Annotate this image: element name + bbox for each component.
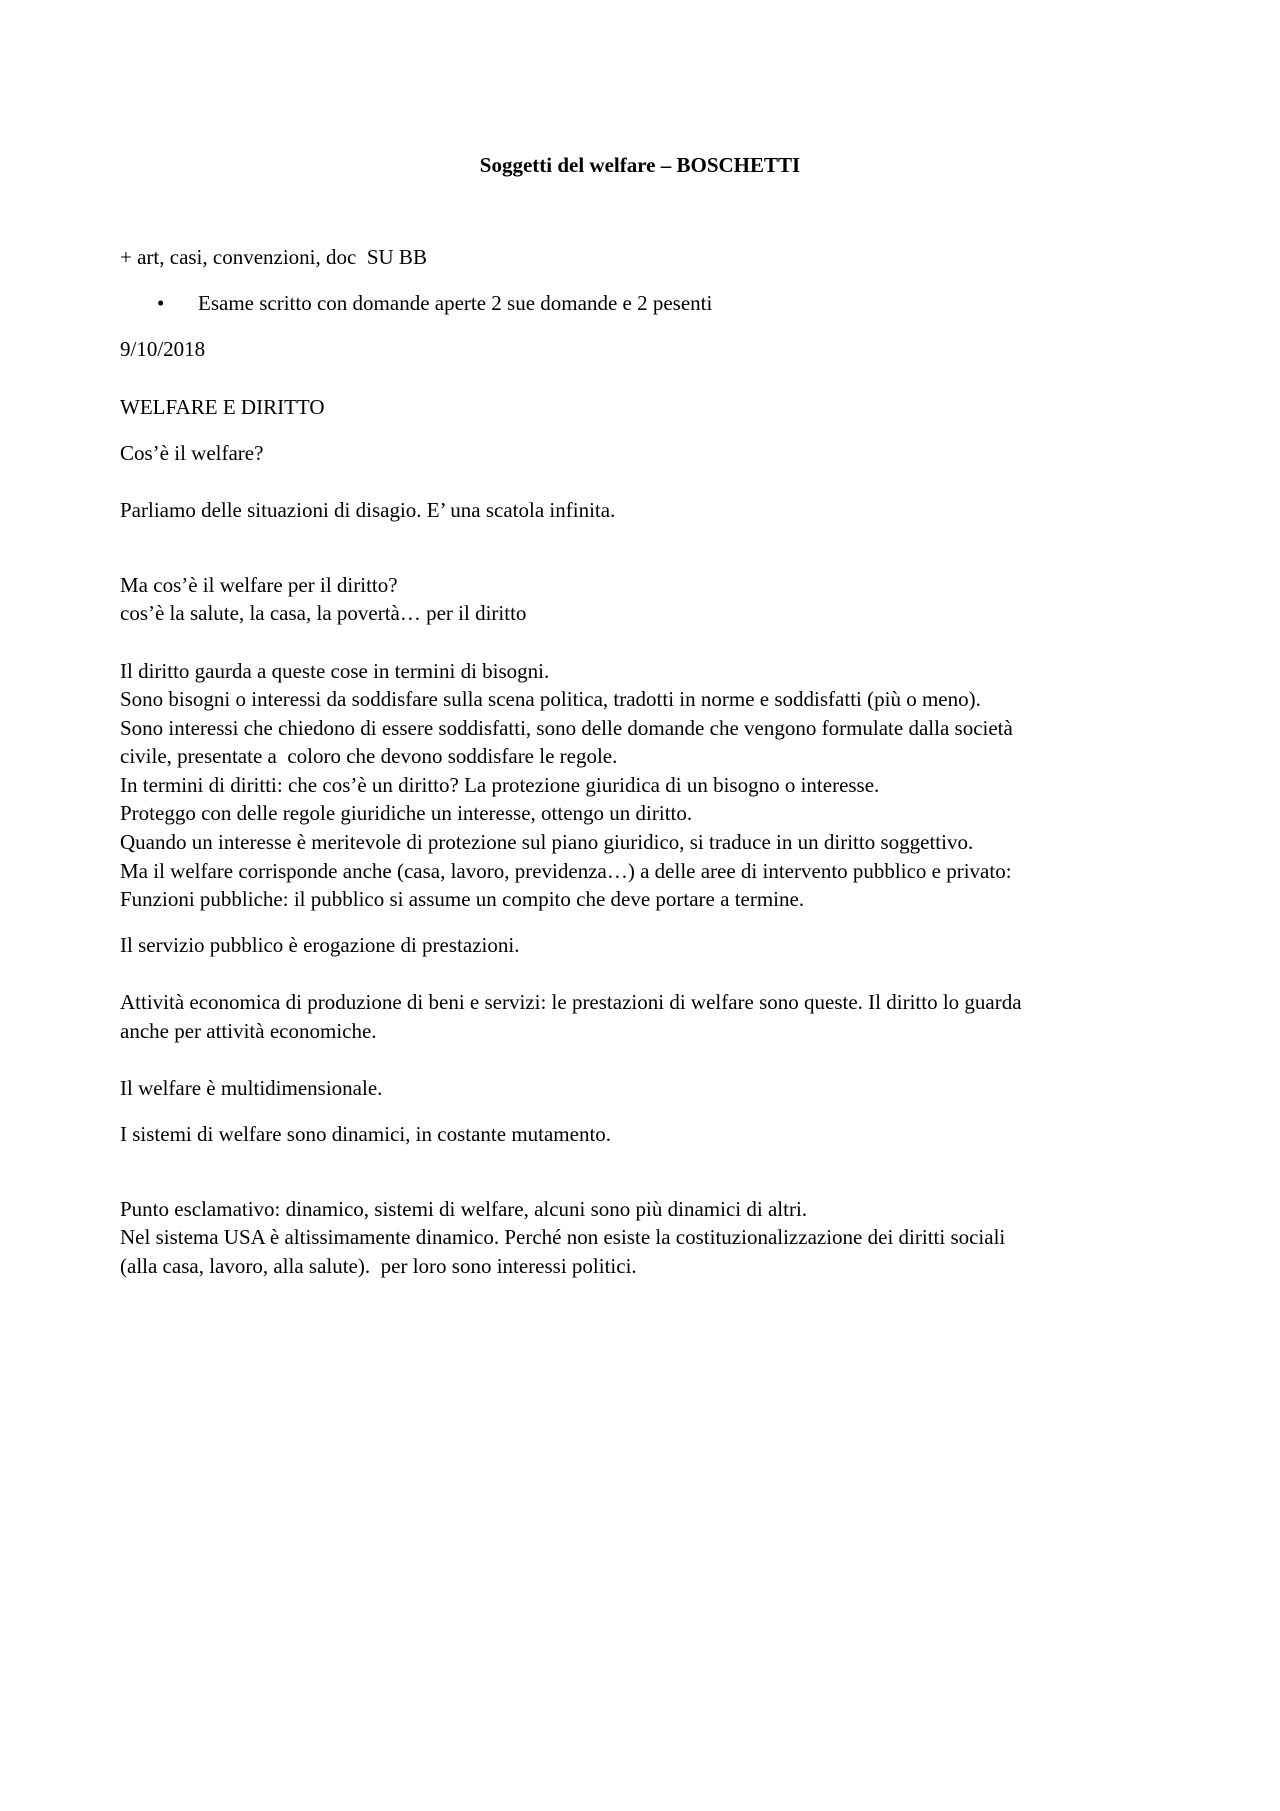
bullet-item: Esame scritto con domande aperte 2 sue domande e 2 pesenti — [198, 291, 713, 315]
paragraph-line: cos’è la salute, la casa, la povertà… per il diritto — [120, 601, 527, 625]
paragraph-line: Il diritto gaurda a queste cose in termini di bisogni. — [120, 659, 550, 683]
intro-line: + art, casi, convenzioni, doc SU BB — [120, 245, 427, 269]
section-heading: WELFARE E DIRITTO — [120, 395, 325, 419]
paragraph-line: Sono interessi che chiedono di essere soddisfatti, sono delle domande che vengono formulate dalla società — [120, 716, 1013, 740]
paragraph-line: Il servizio pubblico è erogazione di prestazioni. — [120, 933, 520, 957]
paragraph-line: Ma il welfare corrisponde anche (casa, lavoro, previdenza…) a delle aree di intervento pubblico e privato: — [120, 859, 1012, 883]
paragraph-line: I sistemi di welfare sono dinamici, in costante mutamento. — [120, 1122, 612, 1146]
paragraph-line: anche per attività economiche. — [120, 1019, 377, 1043]
paragraph-line: civile, presentate a coloro che devono soddisfare le regole. — [120, 744, 618, 768]
paragraph-line: Cos’è il welfare? — [120, 441, 264, 465]
paragraph-line: In termini di diritti: che cos’è un diritto? La protezione giuridica di un bisogno o interesse. — [120, 773, 880, 797]
paragraph-line: Punto esclamativo: dinamico, sistemi di welfare, alcuni sono più dinamici di altri. — [120, 1197, 808, 1221]
paragraph-line: Sono bisogni o interessi da soddisfare sulla scena politica, tradotti in norme e soddisfatti (più o meno). — [120, 687, 981, 711]
date-line: 9/10/2018 — [120, 337, 206, 361]
paragraph-line: Il welfare è multidimensionale. — [120, 1076, 383, 1100]
document-title: Soggetti del welfare – BOSCHETTI — [479, 153, 801, 177]
paragraph-line: Proteggo con delle regole giuridiche un interesse, ottengo un diritto. — [120, 801, 693, 825]
paragraph-line: (alla casa, lavoro, alla salute). per loro sono interessi politici. — [120, 1254, 637, 1278]
paragraph-line: Ma cos’è il welfare per il diritto? — [120, 573, 398, 597]
paragraph-line: Parliamo delle situazioni di disagio. E’ una scatola infinita. — [120, 498, 616, 522]
paragraph-line: Funzioni pubbliche: il pubblico si assume un compito che deve portare a termine. — [120, 887, 805, 911]
paragraph-line: Quando un interesse è meritevole di protezione sul piano giuridico, si traduce in un diritto soggettivo. — [120, 830, 974, 854]
paragraph-line: Attività economica di produzione di beni e servizi: le prestazioni di welfare sono queste. Il diritto lo guarda — [120, 990, 1022, 1014]
paragraph-line: Nel sistema USA è altissimamente dinamico. Perché non esiste la costituzionalizzazione dei diritti sociali — [120, 1225, 1006, 1249]
bullet-marker: • — [157, 291, 165, 315]
